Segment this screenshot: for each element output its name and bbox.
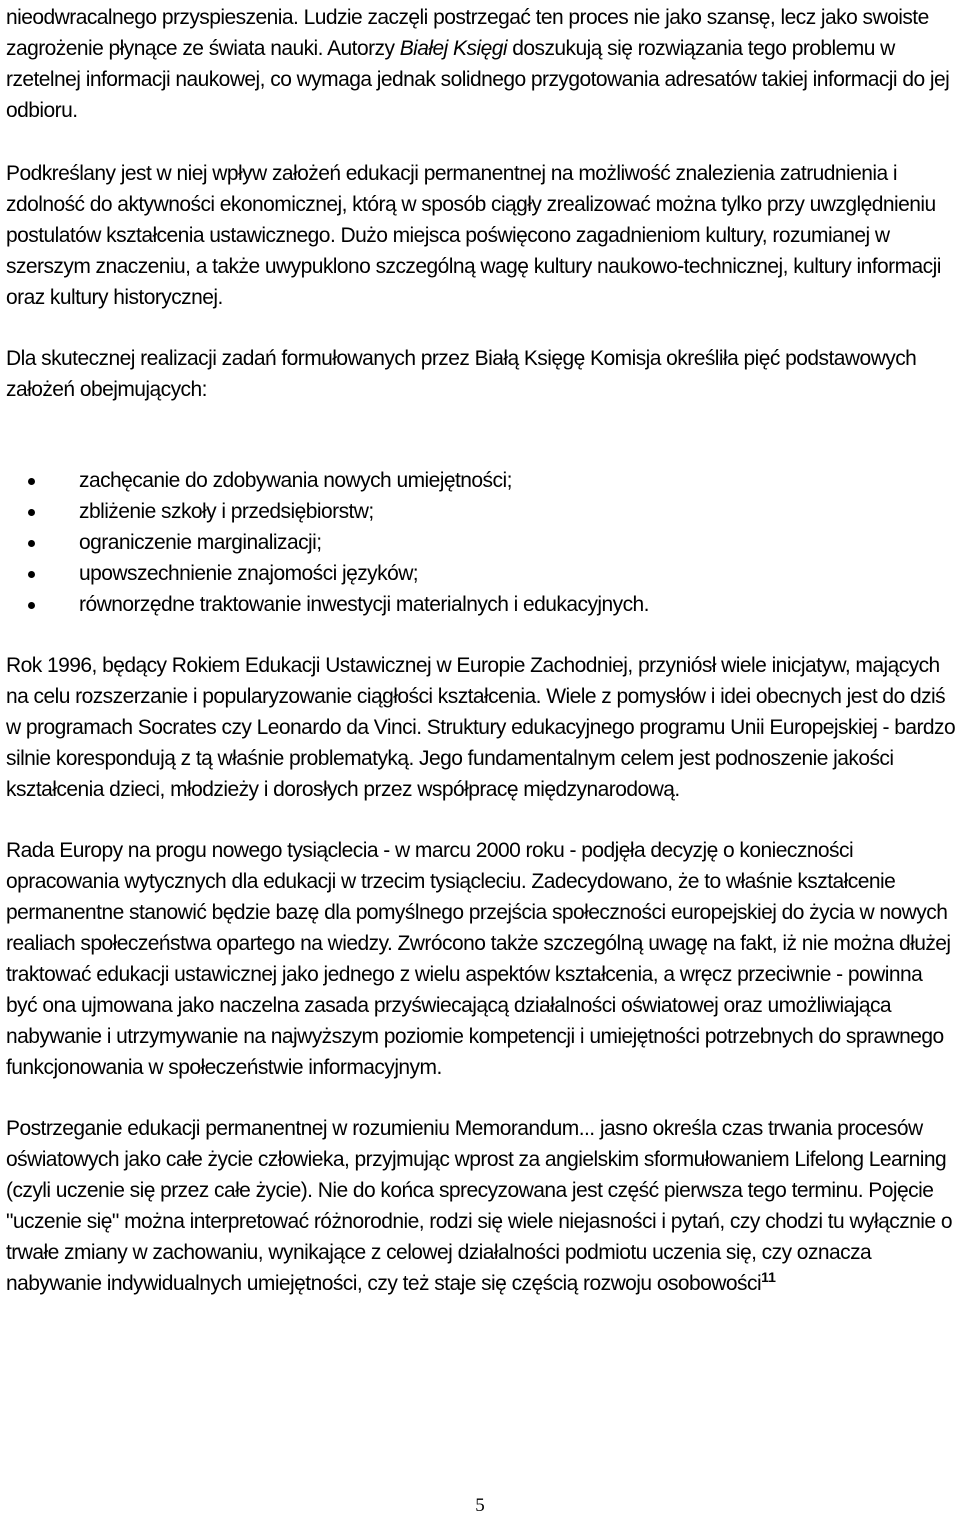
list-item — [6, 465, 956, 496]
document-page — [6, 2, 956, 1329]
paragraph-3: Dla skutecznej realizacji zadań formułowanych przez Białą Księgę Komisja określiła pięć podstawowych założeń obejmujących: — [6, 347, 917, 401]
list-item — [6, 496, 956, 527]
list-item — [6, 558, 956, 589]
footnote-reference[interactable]: 11 — [761, 1269, 776, 1285]
list-item-text: zachęcanie do zdobywania nowych umiejętności; — [79, 469, 512, 492]
bullet-icon — [28, 509, 35, 516]
paragraph-5: Rada Europy na progu nowego tysiąclecia - w marcu 2000 roku - podjęła decyzję o konieczności opracowania wytycznych dla edukacji w trzecim tysiącleciu. Zadecydowano, że to właśnie kształcenie permanentne stanowić będzie bazę dla pomyślnego przejścia społeczności europejskiej do życia w nowych realiach społeczeństwa opartego na wiedzy. Zwrócono także szczególną uwagę na fakt, iż nie można dłużej traktować edukacji ustawicznej jako jednego z wielu aspektów kształcenia, a wręcz przeciwnie - powinna być ona ujmowana jako naczelna zasada przyświecającą działalności oświatowej oraz umożliwiająca nabywanie i utrzymywanie na najwyższym poziomie kompetencji i umiejętności potrzebnych do sprawnego funkcjonowania w społeczeństwie informacyjnym. — [6, 839, 951, 1079]
paragraph-1-text-a: nieodwracalnego przyspieszenia. Ludzie zaczęli postrzegać ten proces nie jako szansę, lecz jako swoiste zagrożenie płynące ze świata nauki. Autorzy — [6, 6, 929, 60]
paragraph-6 — [6, 1113, 956, 1299]
list-item-text: upowszechnienie znajomości języków; — [79, 562, 419, 585]
list-item-text: równorzędne traktowanie inwestycji materialnych i edukacyjnych. — [79, 593, 649, 616]
bullet-list — [6, 435, 956, 620]
paragraph-4: Rok 1996, będący Rokiem Edukacji Ustawicznej w Europie Zachodniej, przyniósł wiele inicjatyw, mających na celu rozszerzanie i popularyzowanie ciągłości kształcenia. Wiele z pomysłów i idei obecnych jest do dziś w programach Socrates czy Leonardo da Vinci. Struktury edukacyjnego programu Unii Europejskiej - bardzo silnie korespondują z tą właśnie problematyką. Jego fundamentalnym celem jest podnoszenie jakości kształcenia dzieci, młodzieży i dorosłych przez współpracę międzynarodową. — [6, 654, 956, 801]
paragraph-1-text-b: doszukują się rozwiązania tego problemu w rzetelnej informacji naukowej, co wymaga jednak solidnego przygotowania adresatów takiej informacji do jej odbioru. — [6, 37, 950, 122]
list-item-text: ograniczenie marginalizacji; — [79, 531, 322, 554]
list-item — [6, 527, 956, 558]
page-number: 5 — [475, 1495, 485, 1516]
bullet-icon — [28, 571, 35, 578]
list-item — [6, 589, 956, 620]
paragraph-1-italic-title: Białej Księgi — [399, 37, 507, 60]
paragraph-1 — [6, 2, 956, 126]
bullet-icon — [28, 540, 35, 547]
list-item-text: zbliżenie szkoły i przedsiębiorstw; — [79, 500, 374, 523]
paragraph-6-text: Postrzeganie edukacji permanentnej w rozumieniu Memorandum... jasno określa czas trwania procesów oświatowych jako całe życie człowieka, przyjmując wprost za angielskim sformułowaniem Lifelong Learning (czyli uczenie się przez całe życie). Nie do końca sprecyzowana jest część pierwsza tego terminu. Pojęcie "uczenie się" można interpretować różnorodnie, rodzi się wiele niejasności i pytań, czy chodzi tu wyłącznie o trwałe zmiany w zachowaniu, wynikające z celowej działalności podmiotu uczenia się, czy oznacza nabywanie indywidualnych umiejętności, czy też staje się częścią rozwoju osobowości — [6, 1117, 952, 1295]
bullet-icon — [28, 602, 35, 609]
bullet-icon — [28, 478, 35, 485]
paragraph-2: Podkreślany jest w niej wpływ założeń edukacji permanentnej na możliwość znalezienia zatrudnienia i zdolność do aktywności ekonomicznej, którą w sposób ciągły zrealizować można tylko przy uwzględnieniu postulatów kształcenia ustawicznego. Dużo miejsca poświęcono zagadnieniom kultury, rozumianej w szerszym znaczeniu, a także uwypuklono szczególną wagę kultury naukowo-technicznej, kultury informacji oraz kultury historycznej. — [6, 162, 941, 309]
